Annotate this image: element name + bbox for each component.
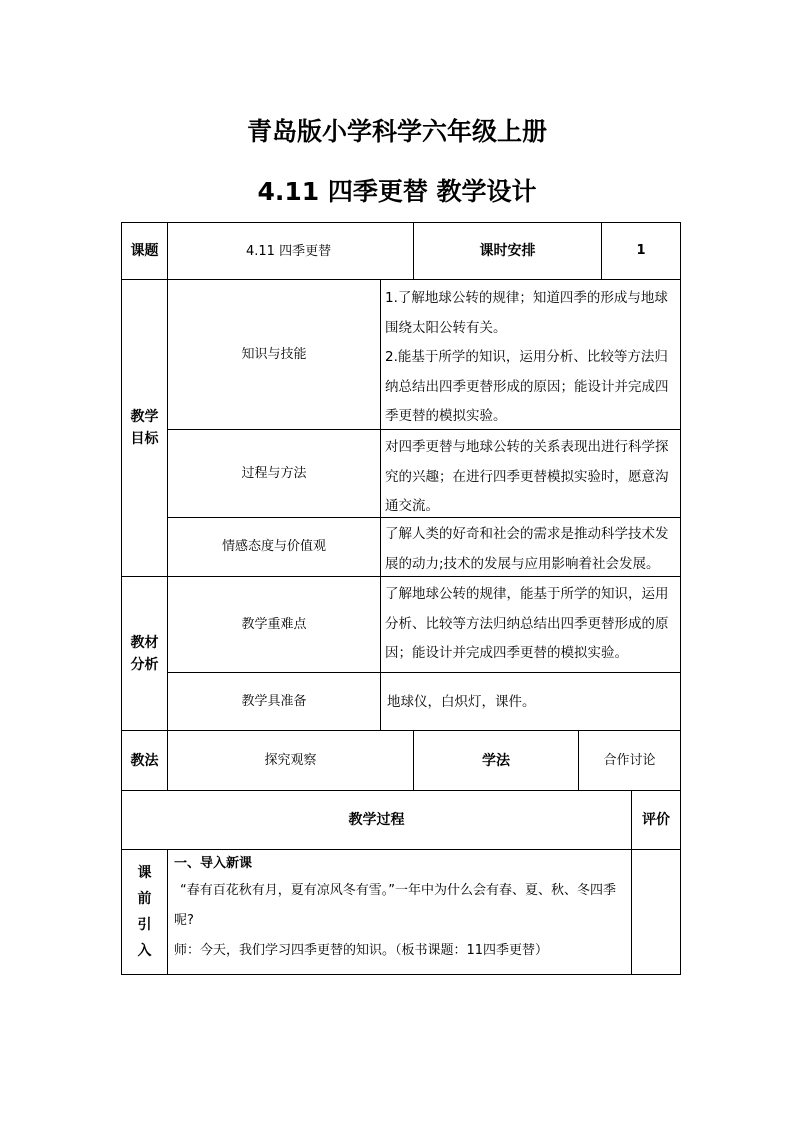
intro-char-2: 前 (137, 891, 152, 907)
analysis-label (121, 576, 168, 731)
analysis-label-line2: 分析 (130, 656, 159, 673)
learn-method-label: 学法 (413, 730, 579, 791)
intro-char-3: 引 (137, 917, 152, 933)
knowledge-label: 知识与技能 (167, 279, 381, 430)
prep-text: 地球仪，白炽灯，课件。 (380, 672, 681, 731)
analysis-label-line1: 教材 (130, 634, 159, 651)
intro-content (167, 849, 632, 975)
intro-line-2: 师：今天，我们学习四季更替的知识。（板书课题：11四季更替） (174, 943, 549, 958)
topic-label: 课题 (121, 222, 168, 280)
goals-label-line2: 目标 (130, 431, 159, 447)
intro-line-1: “春有百花秋有月，夏有凉风冬有雪。”一年中为什么会有春、夏、秋、冬四季呢? (174, 883, 616, 928)
intro-heading: 一、导入新课 (174, 856, 253, 871)
attitude-text: 了解人类的好奇和社会的需求是推动科学技术发展的动力;技术的发展与应用影响着社会发展。 (380, 517, 681, 577)
topic-value (167, 222, 414, 280)
document-title: 青岛版小学科学六年级上册 (246, 117, 547, 146)
teach-method-value: 探究观察 (167, 730, 414, 791)
key-points-text: 了解地球公转的规律，能基于所学的知识，运用分析、比较等方法归纳总结出四季更替形成的原因；能设计并完成四季更替的模拟实验。 (380, 576, 681, 673)
process-header: 教学过程 (121, 790, 632, 850)
prep-label: 教学具准备 (167, 672, 381, 731)
intro-char-4: 入 (137, 943, 152, 959)
schedule-label: 课时安排 (413, 222, 602, 280)
intro-evaluation (631, 849, 681, 975)
document-subtitle: 4.11 四季更替 教学设计 (257, 177, 537, 206)
intro-char-1: 课 (137, 865, 152, 881)
intro-label (121, 849, 168, 975)
topic-value-text: 4.11 四季更替 (246, 244, 332, 259)
knowledge-text: 1.了解地球公转的规律；知道四季的形成与地球围绕太阳公转有关。 2.能基于所学的知识，运用分析、比较等方法归纳总结出四季更替形成的原因；能设计并完成四季更替的模拟实验。 (380, 279, 681, 430)
schedule-value: 1 (601, 222, 681, 280)
attitude-label: 情感态度与价值观 (167, 517, 381, 577)
goals-label (121, 279, 168, 577)
key-points-label: 教学重难点 (167, 576, 381, 673)
learn-method-value: 合作讨论 (578, 730, 681, 791)
process-method-text: 对四季更替与地球公转的关系表现出进行科学探究的兴趣；在进行四季更替模拟实验时，愿意沟通交流。 (380, 429, 681, 518)
process-method-label: 过程与方法 (167, 429, 381, 518)
teach-method-label: 教法 (121, 730, 168, 791)
goals-label-line1: 教学 (130, 409, 159, 425)
evaluation-header: 评价 (631, 790, 681, 850)
